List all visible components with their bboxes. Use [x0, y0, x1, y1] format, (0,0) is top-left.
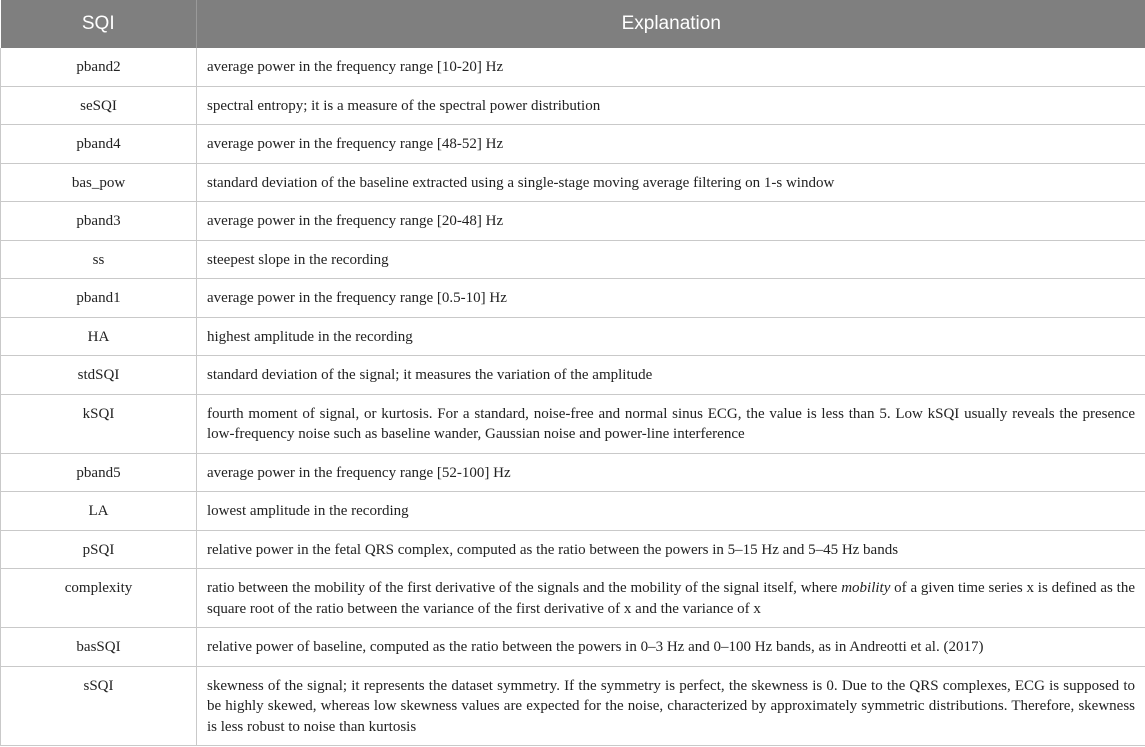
- table-row: [1, 394, 1145, 453]
- table-header: [1, 0, 1145, 48]
- sqi-cell: complexity: [1, 569, 197, 628]
- explanation-cell: steepest slope in the recording: [197, 240, 1145, 279]
- explanation-cell: skewness of the signal; it represents the dataset symmetry. If the symmetry is perfect, the skewness is 0. Due to the QRS complexes, ECG is supposed to be highly skewed, whereas low skewness values are expected for the noise, characterized by approximately symmetric distributions. Therefore, skewness is less robust to noise than kurtosis: [197, 666, 1145, 746]
- table-row: [1, 569, 1145, 628]
- table-body: [1, 48, 1145, 746]
- header-explanation: Explanation: [197, 0, 1145, 48]
- sqi-cell: seSQI: [1, 86, 197, 125]
- sqi-cell: stdSQI: [1, 356, 197, 395]
- table-row: [1, 279, 1145, 318]
- sqi-cell: sSQI: [1, 666, 197, 746]
- sqi-cell: pband4: [1, 125, 197, 164]
- sqi-cell: bas_pow: [1, 163, 197, 202]
- table-row: [1, 48, 1145, 86]
- sqi-cell: ss: [1, 240, 197, 279]
- sqi-cell: kSQI: [1, 394, 197, 453]
- explanation-text-post: of a given time series x is defined as the square root of the ratio between the variance of the first derivative of x and the variance of x: [207, 580, 1135, 617]
- table-row: [1, 86, 1145, 125]
- explanation-cell: average power in the frequency range [48-52] Hz: [197, 125, 1145, 164]
- sqi-cell: basSQI: [1, 628, 197, 667]
- header-row: [1, 0, 1145, 48]
- explanation-cell: relative power in the fetal QRS complex, computed as the ratio between the powers in 5–15 Hz and 5–45 Hz bands: [197, 530, 1145, 569]
- sqi-cell: pband3: [1, 202, 197, 241]
- header-sqi: SQI: [1, 0, 197, 48]
- explanation-cell: spectral entropy; it is a measure of the spectral power distribution: [197, 86, 1145, 125]
- table-row: [1, 666, 1145, 746]
- sqi-cell: pband5: [1, 453, 197, 492]
- table-row: [1, 356, 1145, 395]
- table-row: [1, 628, 1145, 667]
- explanation-cell: average power in the frequency range [0.5-10] Hz: [197, 279, 1145, 318]
- table-row: [1, 492, 1145, 531]
- explanation-cell: average power in the frequency range [20-48] Hz: [197, 202, 1145, 241]
- explanation-cell: relative power of baseline, computed as the ratio between the powers in 0–3 Hz and 0–100 Hz bands, as in Andreotti et al. (2017): [197, 628, 1145, 667]
- table-row: [1, 202, 1145, 241]
- table-row: [1, 530, 1145, 569]
- explanation-text-italic: mobility: [841, 580, 891, 596]
- table-row: [1, 240, 1145, 279]
- sqi-cell: pSQI: [1, 530, 197, 569]
- sqi-cell: LA: [1, 492, 197, 531]
- sqi-cell: pband1: [1, 279, 197, 318]
- explanation-cell: average power in the frequency range [10-20] Hz: [197, 48, 1145, 86]
- sqi-cell: pband2: [1, 48, 197, 86]
- explanation-cell: highest amplitude in the recording: [197, 317, 1145, 356]
- explanation-cell: [197, 569, 1145, 628]
- explanation-cell: standard deviation of the signal; it measures the variation of the amplitude: [197, 356, 1145, 395]
- explanation-cell: fourth moment of signal, or kurtosis. For a standard, noise-free and normal sinus ECG, the value is less than 5. Low kSQI usually reveals the presence low-frequency noise such as baseline wander, Gaussian noise and power-line interference: [197, 394, 1145, 453]
- table-row: [1, 125, 1145, 164]
- explanation-cell: average power in the frequency range [52-100] Hz: [197, 453, 1145, 492]
- explanation-text-pre: ratio between the mobility of the first derivative of the signals and the mobility of the signal itself, where: [207, 580, 842, 596]
- explanation-cell: standard deviation of the baseline extracted using a single-stage moving average filtering on 1-s window: [197, 163, 1145, 202]
- explanation-cell: lowest amplitude in the recording: [197, 492, 1145, 531]
- table-row: [1, 317, 1145, 356]
- table-row: [1, 163, 1145, 202]
- table-row: [1, 453, 1145, 492]
- sqi-cell: HA: [1, 317, 197, 356]
